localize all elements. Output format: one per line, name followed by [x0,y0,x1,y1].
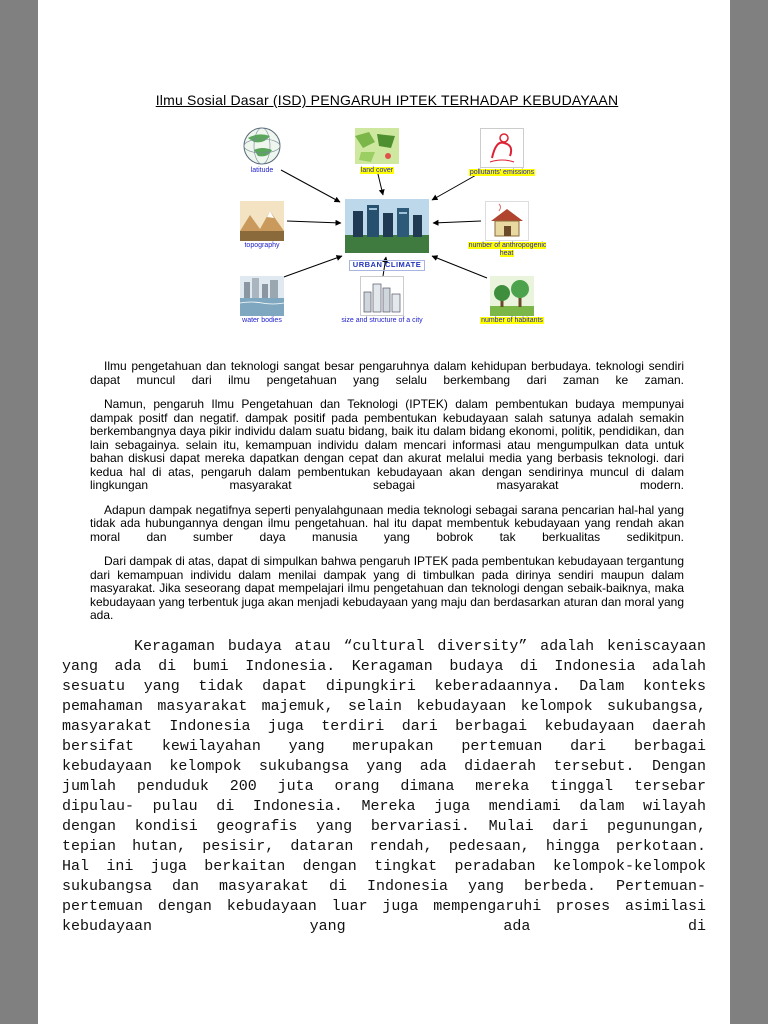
node-label-water-bodies: water bodies [242,317,282,324]
trees-park-icon [490,276,534,316]
house-heat-icon [485,201,529,241]
paragraph-conclusion: Dari dampak di atas, dapat di simpulkan bahwa pengaruh IPTEK pada pembentukan kebudayaan tergantung dari kemampuan individu dalam menilai dampak yang di timbulkan pada dirinya sendiri maupun dalam masyarakat. Jika seseorang dapat mempelajari ilmu pengetahuan dan teknologi dengan sebaik-baiknya, maka kebudayaan yang terbentuk juga akan menjadi kebudayaan yang maju dan berdasarkan aturan dan moral yang ada. [90,554,684,622]
diagram-node-latitude [217,126,307,175]
waterfront-city-icon [240,276,284,316]
diagram-node-water-bodies [217,276,307,325]
page-title: Ilmu Sosial Dasar (ISD) PENGARUH IPTEK TERHADAP KEBUDAYAAN [155,92,619,108]
paragraph-cultural-diversity: Keragaman budaya atau “cultural diversity” adalah keniscayaan yang ada di bumi Indonesia. Keragaman budaya di Indonesia adalah sesuatu yang tidak dapat dipungkiri keberadaannya. Dalam konteks pemahaman masyarakat majemuk, selain kebudayaan kelompok sukubangsa, masyarakat Indonesia juga terdiri dari berbagai kebudayaan daerah bersifat kewilayahan yang merupakan pertemuan dari berbagai kebudayaan kelompok sukubangsa yang ada didaerah tersebut. Dengan jumlah penduduk 200 juta orang dimana mereka tinggal tersebar dipulau- pulau di Indonesia. Mereka juga mendiami dalam wilayah dengan kondisi geografis yang bervariasi. Mulai dari pegunungan, tepian hutan, pesisir, dataran rendah, pedesaan, hingga perkotaan. Hal ini juga berkaitan dengan tingkat peradaban kelompok-kelompok sukubangsa dan masyarakat di Indonesia yang berbeda. Pertemuan-pertemuan dengan kebudayaan luar juga mempengaruhi proses asimilasi kebudayaan yang ada di [62,637,706,935]
paragraph-positive-impact: Namun, pengaruh Ilmu Pengetahuan dan Teknologi (IPTEK) dalam pembentukan budaya mempunyai dampak positf dan negatif. dampak positif pada pembentukan kebudayaan salah satunya adalah semakin berkembangnya daya pikir individu dalam suatu bidang, baik itu dalam bidang ekonomi, politik, pendidikan, dan lain sebagainya. selain itu, kemampuan individu dalam mencari informasi atau mengumpulkan data untuk bahan diskusi dapat mereka dapatkan dengan cepat dan akurat melalui media yang berbasis teknologi. dari kedua hal di atas, pengaruh dalam pembentukan kebudayaan akan dengan sendirinya muncul di dalam lingkungan masyarakat sebagai masyarakat modern. [90,397,684,492]
urban-climate-city-photo [345,199,429,253]
diagram-node-topography [217,201,307,250]
diagram-node-pollutants [457,128,547,177]
paragraph-negative-impact: Adapun dampak negatifnya seperti penyalahgunaan media teknologi sebagai sarana pencarian hal-hal yang tidak ada hubungannya dengan ilmu pengetahuan. hal itu dapat membentuk kebudayaan yang rendah akan moral dan sumber daya manusia yang bobrok tak berkualitas sedikitpun. [90,502,684,544]
diagram-node-urban-climate [345,199,429,272]
node-label-anthropogenic-heat: number of anthropogenic heat [468,242,547,258]
node-label-pollutants: pollutants' emissions [469,169,535,176]
topography-mountains-icon [240,201,284,241]
diagram-node-anthropogenic-heat [462,201,552,258]
node-label-land-cover: land cover [360,167,394,174]
node-label-urban-climate: URBAN CLIMATE [349,260,425,271]
pollutants-sketch-icon [480,128,524,168]
node-label-city-structure: size and structure of a city [341,317,423,324]
latitude-globe-icon [240,126,284,166]
document-content [38,0,730,937]
node-label-topography: topography [244,242,280,249]
diagram-node-habitants [467,276,557,325]
land-cover-map-icon [355,126,399,166]
node-label-habitants: number of habitants [481,317,543,324]
urban-climate-diagram [217,126,557,344]
document-page [38,0,730,1024]
city-skyline-sketch-icon [360,276,404,316]
paragraph-intro: Ilmu pengetahuan dan teknologi sangat besar pengaruhnya dalam kehidupan berbudaya. teknologi sendiri dapat muncul dari ilmu pengetahuan yang selalu berkembang dari zaman ke zaman. [90,359,684,387]
node-label-latitude: latitude [250,167,274,174]
diagram-node-land-cover [332,126,422,175]
diagram-node-city-structure [337,276,427,325]
